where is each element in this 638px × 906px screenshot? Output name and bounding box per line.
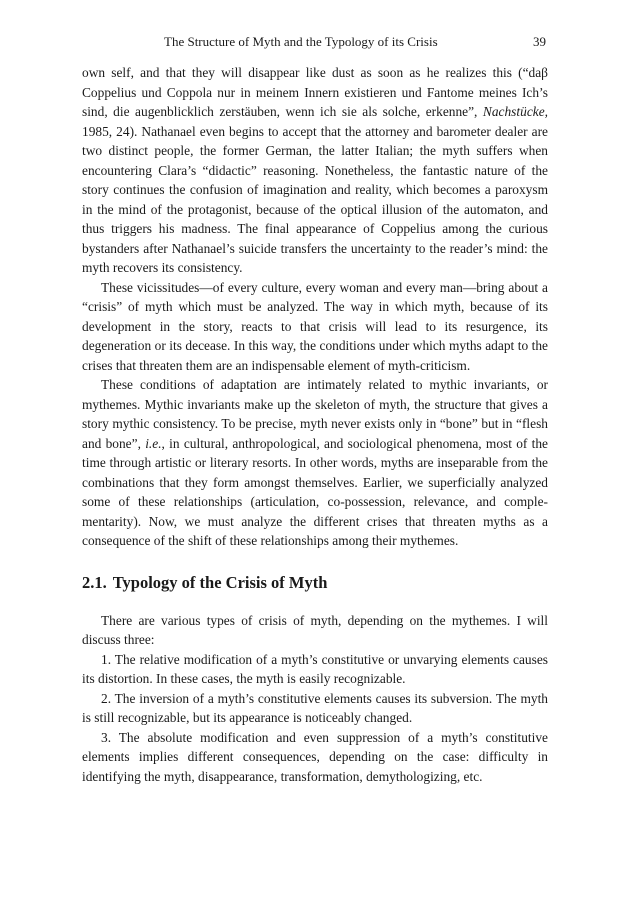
running-title: The Structure of Myth and the Typology of its Crisis	[164, 34, 438, 49]
paragraph-text: 1985, 24). Nathanael even begins to accept that the attorney and barometer dealer are two distinct people, the former German, the latter Italian; the myth suffers when encountering Clara’s “didactic” reasoning. Nonetheless, the fantastic nature of the story continues the confusion of imagination and reality, which becomes a paroxysm in the mind of the protagonist, because of the optical illusion of the automaton, and thus triggers his madness. The final appearance of Coppelius among the curious bystanders after Nathanael’s suicide transfers the uncertainty to the reader’s mind: the myth recovers its consistency.	[82, 123, 548, 275]
work-title: Nachstücke,	[482, 104, 548, 119]
paragraph-text: , in cultural, anthropological, and sociological phenomena, most of the time through artistic or literary resorts. In other words, myths are inseparable from the combinations that they form amongst themselves. Earlier, we superficially analyzed some of these relationships (articulation, co-possession, relevance, and complementarity). Now, we must analyze the different crises that threaten myths as a consequence of the shift of these relationships among their mythemes.	[82, 435, 548, 548]
section-number: 2.1.	[82, 572, 107, 592]
list-item: 2. The inversion of a myth’s constitutive elements causes its subversion. The myth is still recognizable, but its appearance is noticeably changed.	[82, 690, 548, 725]
paragraph-adaptation	[82, 375, 548, 551]
list-item: 3. The absolute modification and even suppression of a myth’s constitutive elements implies different consequences, depending on the case: difficulty in identifying the myth, disappearance, transformation, demythologizing, etc.	[82, 729, 548, 784]
paragraph-types-intro: There are various types of crisis of myth, depending on the mythemes. I will discuss three:	[82, 612, 548, 647]
paragraph-continuation	[82, 63, 548, 278]
section-heading	[82, 573, 548, 593]
paragraph-vicissitudes: These vicissitudes—of every culture, every woman and every man—bring about a “crisis” of myth which must be analyzed. The way in which myth, because of its development in the story, reacts to that crisis will lead to its resurgence, its degeneration or its decease. In this way, the conditions under which myths adapt to the crises that threaten them are an indispensable element of myth-criticism.	[82, 279, 548, 373]
paragraph-text: These conditions of adaptation are intimately related to mythic invariants, or mythemes. Mythic invariants make up the skeleton of myth, the structure that gives a story mythic consistency. To be precise, myth never exists only in “bone” but in “flesh and bone”,	[82, 377, 548, 451]
section-title: Typology of the Crisis of Myth	[112, 572, 328, 592]
body-text	[82, 63, 548, 786]
paragraph-text: own self, and that they will disappear like dust as soon as he realizes this (“daβ Coppelius und Coppola nur in meinem Innern existieren und Fantome meines Ich’s sind, die augenblicklich zerstäuben, wenn ich sie als solche, erkenne”,	[82, 65, 548, 119]
page-number: 39	[533, 34, 546, 49]
list-item: 1. The relative modification of a myth’s constitutive or unvarying elements causes its distortion. In these cases, the myth is easily recognizable.	[82, 651, 548, 686]
italic-abbreviation: i.e.	[145, 435, 162, 451]
